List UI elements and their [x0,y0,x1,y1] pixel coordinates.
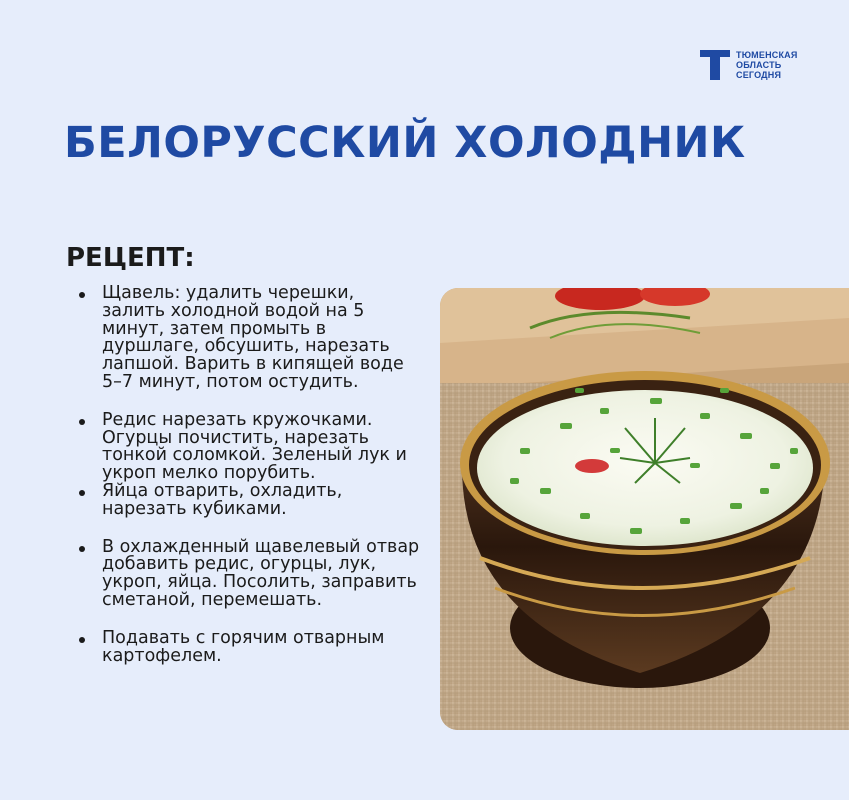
bowl-of-kholodnik-photo [440,288,849,730]
t-logo-icon [700,50,730,80]
brand-name [736,50,798,80]
recipe-steps-list [72,285,420,665]
brand-logo [700,50,798,80]
brand-line-1: ТЮМЕНСКАЯ [736,50,798,60]
brand-line-3: СЕГОДНЯ [736,70,782,80]
brand-line-2: ОБЛАСТЬ [736,60,782,70]
recipe-step-3: Яйца отварить, охладить, нарезать кубиками. [72,483,420,519]
recipe-step-1: Щавель: удалить черешки, залить холодной водой на 5 минут, затем промыть в дуршлаге, обсушить, нарезать лапшой. Варить в кипящей воде 5–7 минут, потом остудить. [72,285,420,392]
recipe-heading: РЕЦЕПТ: [66,243,195,273]
recipe-step-5: Подавать с горячим отварным картофелем. [72,630,420,666]
recipe-step-2: Редис нарезать кружочками. Огурцы почистить, нарезать тонкой соломкой. Зеленый лук и укроп мелко порубить. [72,412,420,483]
recipe-step-4: В охлажденный щавелевый отвар добавить редис, огурцы, лук, укроп, яйца. Посолить, заправить сметаной, перемешать. [72,539,420,610]
page-title: БЕЛОРУССКИЙ ХОЛОДНИК [64,118,746,168]
